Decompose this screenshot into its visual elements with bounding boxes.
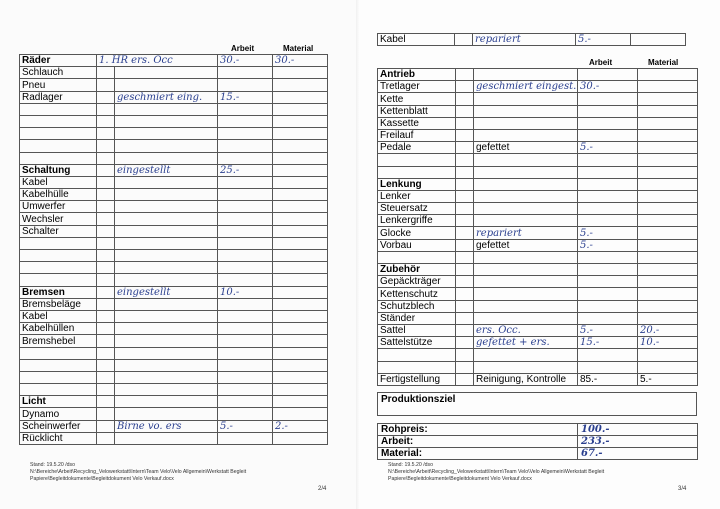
item-label: Lenker (378, 190, 456, 202)
handwritten-note: geschmiert eingest. (474, 81, 578, 93)
handwritten-note: gefettet + ers. (474, 337, 578, 349)
page-number-left: 2/4 (318, 486, 327, 492)
item-label: Kettenschutz (378, 288, 456, 300)
footer-line: Stand: 19.5.20 /dso (30, 462, 75, 468)
section-title-raeder: Räder (20, 55, 97, 67)
item-label: Schlauch (20, 67, 97, 79)
header-material: Material (648, 58, 679, 67)
produktionsziel-label: Produktionsziel (381, 394, 456, 405)
handwritten-note: eingestellt (115, 164, 218, 176)
item-label: Umwerfer (20, 201, 97, 213)
item-label: Ständer (378, 312, 456, 324)
item-label: Lenkergriffe (378, 215, 456, 227)
item-label: Sattelstütze (378, 337, 456, 349)
material-total-label: Material: (378, 448, 578, 460)
item-label: Pedale (378, 142, 456, 154)
printed-note: gefettet (474, 239, 578, 251)
arbeit-cell: 5.- (578, 142, 638, 154)
arbeit-cell: 5.- (578, 324, 638, 336)
arbeit-total-label: Arbeit: (378, 436, 578, 448)
arbeit-total-value: 233.- (578, 436, 698, 448)
item-label: Gepäckträger (378, 276, 456, 288)
material-cell: 5.- (638, 373, 698, 385)
arbeit-cell: 5.- (218, 420, 273, 432)
item-label: Radlager (20, 91, 97, 103)
header-arbeit: Arbeit (589, 58, 613, 67)
table-row (378, 436, 698, 448)
material-cell: 20.- (638, 324, 698, 336)
table-row (20, 164, 328, 176)
handwritten-note: geschmiert eing. (115, 91, 218, 103)
arbeit-cell: 30.- (578, 81, 638, 93)
item-label: Dynamo (20, 408, 97, 420)
handwritten-note: repariert (473, 34, 576, 46)
rohpreis-value: 100.- (578, 424, 698, 436)
material-cell: 10.- (638, 337, 698, 349)
arbeit-cell: 85.- (578, 373, 638, 385)
item-label: Rücklicht (20, 432, 97, 444)
item-label: Bremsbeläge (20, 298, 97, 310)
item-label: Freilauf (378, 129, 456, 141)
table-row (20, 67, 328, 79)
table-row (378, 34, 686, 46)
section-title-bremsen: Bremsen (20, 286, 97, 298)
arbeit-cell: 5.- (578, 239, 638, 251)
item-label: Kette (378, 93, 456, 105)
right-top-table (377, 33, 686, 46)
handwritten-note: eingestellt (115, 286, 218, 298)
footer-line: N:\Bereiche\Arbeit\Recycling_Velowerkstatt\Intern\Team Velo\Velo Allgemein\Werkstatt Begleit (388, 469, 605, 475)
section-title-schaltung: Schaltung (20, 164, 97, 176)
footer-line: Papiere\Begleitdokumente\Begleitdokument Velo Verkauf.docx (30, 476, 174, 482)
produktionsziel-box (377, 392, 697, 416)
table-row (378, 424, 698, 436)
left-footer (30, 462, 246, 483)
item-label: Schutzblech (378, 300, 456, 312)
arbeit-cell: 5.- (578, 227, 638, 239)
material-cell: 2.- (273, 420, 328, 432)
header-arbeit: Arbeit (231, 44, 255, 53)
item-label: Vorbau (378, 239, 456, 251)
section-title-antrieb: Antrieb (378, 69, 456, 81)
item-label: Kettenblatt (378, 105, 456, 117)
item-label: Fertigstellung (378, 373, 456, 385)
printed-note: gefettet (474, 142, 578, 154)
table-row (378, 142, 698, 154)
table-row (378, 81, 698, 93)
footer-line: N:\Bereiche\Arbeit\Recycling_Velowerkstatt\Intern\Team Velo\Velo Allgemein\Werkstatt Begleit (30, 469, 247, 475)
arbeit-cell: 10.- (218, 286, 273, 298)
table-row (378, 373, 698, 385)
item-label: Kabel (378, 34, 455, 46)
table-row (20, 55, 328, 67)
item-label: Kabelhülle (20, 189, 97, 201)
page-number-right: 3/4 (678, 486, 687, 492)
item-label: Kabel (20, 310, 97, 322)
item-label: Bremshebel (20, 335, 97, 347)
table-row (378, 337, 698, 349)
right-form-table (377, 68, 698, 386)
handwritten-note: repariert (474, 227, 578, 239)
arbeit-cell: 15.- (218, 91, 273, 103)
section-title-licht: Licht (20, 396, 97, 408)
table-row (378, 324, 698, 336)
left-form-table (19, 54, 328, 445)
arbeit-cell: 30.- (218, 55, 273, 67)
item-label: Wechsler (20, 213, 97, 225)
arbeit-cell: 5.- (576, 34, 631, 46)
item-label: Glocke (378, 227, 456, 239)
printed-note: Reinigung, Kontrolle (474, 373, 578, 385)
item-label: Pneu (20, 79, 97, 91)
handwritten-note: 1. HR ers. Occ (97, 55, 218, 67)
footer-line: Papiere\Begleitdokumente\Begleitdokument Velo Verkauf.docx (388, 476, 532, 482)
rohpreis-label: Rohpreis: (378, 424, 578, 436)
item-label: Kassette (378, 117, 456, 129)
item-label: Kabel (20, 176, 97, 188)
material-cell: 30.- (273, 55, 328, 67)
header-material: Material (283, 44, 314, 53)
table-row (378, 227, 698, 239)
item-label: Scheinwerfer (20, 420, 97, 432)
right-footer (388, 462, 604, 483)
arbeit-cell: 15.- (578, 337, 638, 349)
table-row (20, 420, 328, 432)
table-row (378, 448, 698, 460)
handwritten-note: Birne vo. ers (115, 420, 218, 432)
table-row (20, 91, 328, 103)
footer-line: Stand: 19.5.20 /dso (388, 462, 433, 468)
item-label: Sattel (378, 324, 456, 336)
right-page (360, 0, 720, 509)
material-total-value: 67.- (578, 448, 698, 460)
handwritten-note: ers. Occ. (474, 324, 578, 336)
item-label: Kabelhüllen (20, 323, 97, 335)
item-label: Steuersatz (378, 203, 456, 215)
summary-table (377, 423, 698, 460)
section-title-zubehoer: Zubehör (378, 264, 456, 276)
item-label: Schalter (20, 225, 97, 237)
arbeit-cell: 25.- (218, 164, 273, 176)
section-title-lenkung: Lenkung (378, 178, 456, 190)
table-row (20, 286, 328, 298)
table-row (20, 79, 328, 91)
table-row (378, 239, 698, 251)
item-label: Tretlager (378, 81, 456, 93)
